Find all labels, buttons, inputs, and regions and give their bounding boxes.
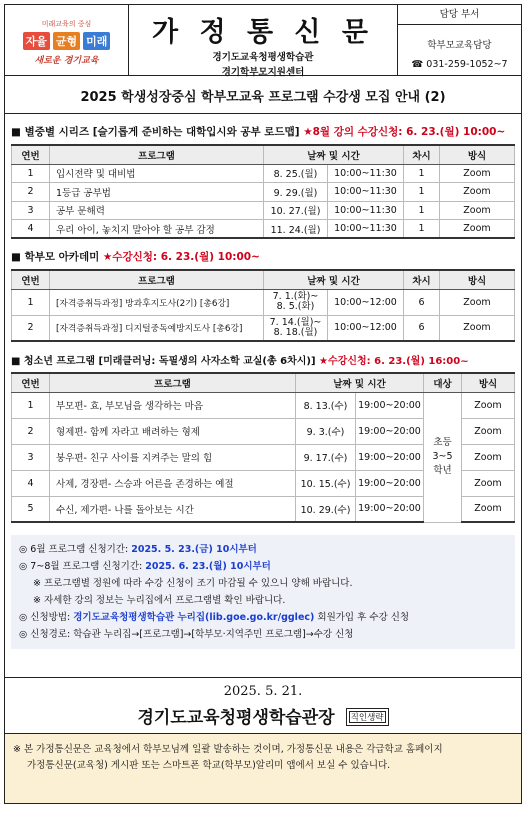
cell-date: 8. 13.(수) <box>296 392 356 418</box>
column-header: 방식 <box>462 373 515 392</box>
logo-subtitle: 새로운 경기교육 <box>34 56 99 66</box>
cell-session: 1 <box>404 183 440 202</box>
cell-method: Zoom <box>440 220 515 239</box>
column-header: 차시 <box>404 270 440 289</box>
cell-time: 10:00~12:00 <box>328 315 404 341</box>
table-row <box>12 201 515 220</box>
cell-program: [자격증취득과정] 방과후지도사(2기) [총6강] <box>50 289 264 315</box>
cell-program: 부모편- 효, 부모님을 생각하는 마음 <box>50 392 296 418</box>
date-start: 7. 14.(월)~ <box>269 316 322 328</box>
cell-no: 3 <box>12 201 50 220</box>
logo-chip-future: 미래 <box>83 32 110 50</box>
target-line: 3~5 <box>432 451 453 462</box>
logo-chip-balance: 균형 <box>53 32 80 50</box>
cell-time: 10:00~11:30 <box>328 164 404 183</box>
target-line: 학년 <box>433 465 452 476</box>
cell-method: Zoom <box>462 392 515 418</box>
bottom-notice-line: ※ 본 가정통신문은 교육청에서 학부모님께 일괄 발송하는 것이며, 가정통신문 내용은 각급학교 홈페이지 <box>13 744 443 755</box>
cell-no: 5 <box>12 496 50 522</box>
cell-no: 2 <box>12 183 50 202</box>
cell-session: 1 <box>404 220 440 239</box>
cell-program: 우리 아이, 놓치지 말아야 할 공부 감정 <box>50 220 264 239</box>
notice-details: ※ 자세한 강의 정보는 누리집에서 프로그램별 확인 바랍니다. <box>33 595 286 606</box>
cell-date: 8. 25.(월) <box>264 164 328 183</box>
target-line: 초등 <box>433 437 452 448</box>
notice-method <box>19 609 509 626</box>
column-header: 차시 <box>404 145 440 164</box>
logo <box>5 5 129 75</box>
department-name: 학부모교육담당 <box>427 40 492 51</box>
date-end: 8. 5.(화) <box>276 301 315 312</box>
cell-program: 수신, 제가편- 나를 돌아보는 시간 <box>50 496 296 522</box>
cell-no: 2 <box>12 315 50 341</box>
section-3-table <box>11 372 515 523</box>
table-row <box>12 392 515 418</box>
cell-date: 9. 17.(수) <box>296 444 356 470</box>
cell-date: 9. 3.(수) <box>296 418 356 444</box>
column-header: 방식 <box>440 145 515 164</box>
column-header: 프로그램 <box>50 373 296 392</box>
website-link[interactable]: 경기도교육청평생학습관 누리집(lib.goe.go.kr/gglec) <box>73 612 315 623</box>
cell-no: 2 <box>12 418 50 444</box>
newsletter-page <box>4 4 522 804</box>
cell-time: 19:00~20:00 <box>356 444 424 470</box>
cell-program: 1등급 공부법 <box>50 183 264 202</box>
cell-session: 1 <box>404 201 440 220</box>
department-header: 담당 부서 <box>398 5 521 25</box>
column-header: 날짜 및 시간 <box>264 270 404 289</box>
cell-method: Zoom <box>440 315 515 341</box>
header <box>4 4 522 76</box>
cell-no: 4 <box>12 470 50 496</box>
main-content <box>4 76 522 678</box>
notice-value: 2025. 6. 23.(월) 10시부터 <box>145 561 271 572</box>
cell-session: 1 <box>404 164 440 183</box>
section-3-heading <box>11 352 515 367</box>
table-row <box>12 220 515 239</box>
cell-method: Zoom <box>462 444 515 470</box>
cell-method: Zoom <box>462 496 515 522</box>
issuer-org-1: 경기도교육청평생학습관 <box>212 52 314 63</box>
cell-no: 4 <box>12 220 50 239</box>
cell-method: Zoom <box>440 164 515 183</box>
notice-june-period <box>19 541 509 558</box>
notice-label: ◎ 6월 프로그램 신청기간: <box>19 544 132 555</box>
notice-jul-aug-period <box>19 558 509 575</box>
cell-session: 6 <box>404 289 440 315</box>
cell-program: 공부 문해력 <box>50 201 264 220</box>
section-2-registration: ★수강신청: 6. 23.(월) 10:00~ <box>102 251 260 263</box>
section-2-table <box>11 269 515 342</box>
section-1-registration: ★8월 강의 수강신청: 6. 23.(월) 10:00~ <box>303 126 506 138</box>
column-header: 연번 <box>12 145 50 164</box>
cell-no: 1 <box>12 392 50 418</box>
cell-date: 10. 15.(수) <box>296 470 356 496</box>
table-row <box>12 315 515 341</box>
section-3-title: ■ 청소년 프로그램 [미래클러닝: 독필생의 사자소학 교실(총 6차시)] <box>11 356 316 367</box>
notice-route <box>19 626 509 643</box>
section-2-heading <box>11 249 515 264</box>
column-header: 연번 <box>12 270 50 289</box>
cell-method: Zoom <box>462 470 515 496</box>
notice-text: 회원가입 후 수강 신청 <box>314 612 410 623</box>
cell-time: 10:00~11:30 <box>328 201 404 220</box>
cell-program: 사제, 경장편- 스승과 어른을 존경하는 예절 <box>50 470 296 496</box>
column-header: 연번 <box>12 373 50 392</box>
cell-date <box>264 315 328 341</box>
cell-time: 10:00~11:30 <box>328 183 404 202</box>
table-row <box>12 164 515 183</box>
section-2-title: ■ 학부모 아카데미 <box>11 251 100 263</box>
cell-date <box>264 289 328 315</box>
notice-early-close: ※ 프로그램별 정원에 따라 수강 신청이 조기 마감될 수 있으니 양해 바랍니다. <box>33 578 353 589</box>
cell-method: Zoom <box>440 201 515 220</box>
section-1-title: ■ 별중별 시리즈 [슬기롭게 준비하는 대학입시와 공부 로드맵] <box>11 126 300 138</box>
cell-no: 3 <box>12 444 50 470</box>
cell-method: Zoom <box>440 183 515 202</box>
cell-program: [자격증취득과정] 디지털중독예방지도사 [총6강] <box>50 315 264 341</box>
date-start: 7. 1.(화)~ <box>272 291 319 302</box>
document-title: 2025 학생성장중심 학부모교육 프로그램 수강생 모집 안내 (2) <box>5 76 521 114</box>
logo-tagline: 미래교육의 중심 <box>41 20 92 28</box>
table-row <box>12 183 515 202</box>
department-phone: ☎ 031-259-1052~7 <box>411 59 508 70</box>
cell-program: 붕우편- 친구 사이를 지켜주는 말의 힘 <box>50 444 296 470</box>
notice-label: ◎ 7~8월 프로그램 신청기간: <box>19 561 146 572</box>
date-end: 8. 18.(월) <box>273 326 318 338</box>
issue-date: 2025. 5. 21. <box>223 684 303 699</box>
table-row <box>12 289 515 315</box>
cell-method: Zoom <box>462 418 515 444</box>
logo-chip-autonomy: 자율 <box>23 32 50 50</box>
section-1-heading <box>11 124 515 139</box>
notice-box <box>11 535 515 649</box>
cell-no: 1 <box>12 164 50 183</box>
cell-date: 11. 24.(월) <box>264 220 328 239</box>
cell-time: 19:00~20:00 <box>356 470 424 496</box>
cell-time: 19:00~20:00 <box>356 496 424 522</box>
page-title: 가 정 통 신 문 <box>151 17 374 48</box>
notice-text: 학습관 누리집→[프로그램]→[학부모·지역주민 프로그램]→수강 신청 <box>73 629 354 640</box>
column-header: 대상 <box>424 373 462 392</box>
notice-label: ◎ 신청경로: <box>19 629 74 640</box>
cell-session: 6 <box>404 315 440 341</box>
seal-omitted-stamp: 직인생략 <box>346 708 389 726</box>
bottom-notice <box>4 734 522 804</box>
title-area <box>129 5 398 78</box>
section-3-registration: ★수강신청: 6. 23.(월) 16:00~ <box>319 356 469 367</box>
logo-chips <box>9 32 124 50</box>
cell-time: 10:00~12:00 <box>328 289 404 315</box>
cell-date: 10. 27.(월) <box>264 201 328 220</box>
cell-no: 1 <box>12 289 50 315</box>
column-header: 날짜 및 시간 <box>296 373 424 392</box>
cell-program: 입시전략 및 대비법 <box>50 164 264 183</box>
footer <box>4 678 522 734</box>
notice-value: 2025. 5. 23.(금) 10시부터 <box>131 544 257 555</box>
cell-method: Zoom <box>440 289 515 315</box>
issuer-org-2: 경기학부모지원센터 <box>221 67 305 78</box>
cell-program: 형제편- 함께 자라고 배려하는 형제 <box>50 418 296 444</box>
cell-date: 10. 29.(수) <box>296 496 356 522</box>
column-header: 프로그램 <box>50 145 264 164</box>
column-header: 프로그램 <box>50 270 264 289</box>
cell-target <box>424 392 462 522</box>
bottom-notice-line: 가정통신문(교육청) 게시판 또는 스마트폰 학교(학부모)알리미 앱에서 보실 수 있습니다. <box>27 760 391 771</box>
department-box <box>398 5 521 75</box>
issuer-signature: 경기도교육청평생학습관장 <box>137 708 335 728</box>
cell-time: 19:00~20:00 <box>356 392 424 418</box>
column-header: 방식 <box>440 270 515 289</box>
notice-label: ◎ 신청방법: <box>19 612 74 623</box>
cell-time: 19:00~20:00 <box>356 418 424 444</box>
cell-time: 10:00~11:30 <box>328 220 404 239</box>
section-1-table <box>11 144 515 239</box>
column-header: 날짜 및 시간 <box>264 145 404 164</box>
cell-date: 9. 29.(월) <box>264 183 328 202</box>
